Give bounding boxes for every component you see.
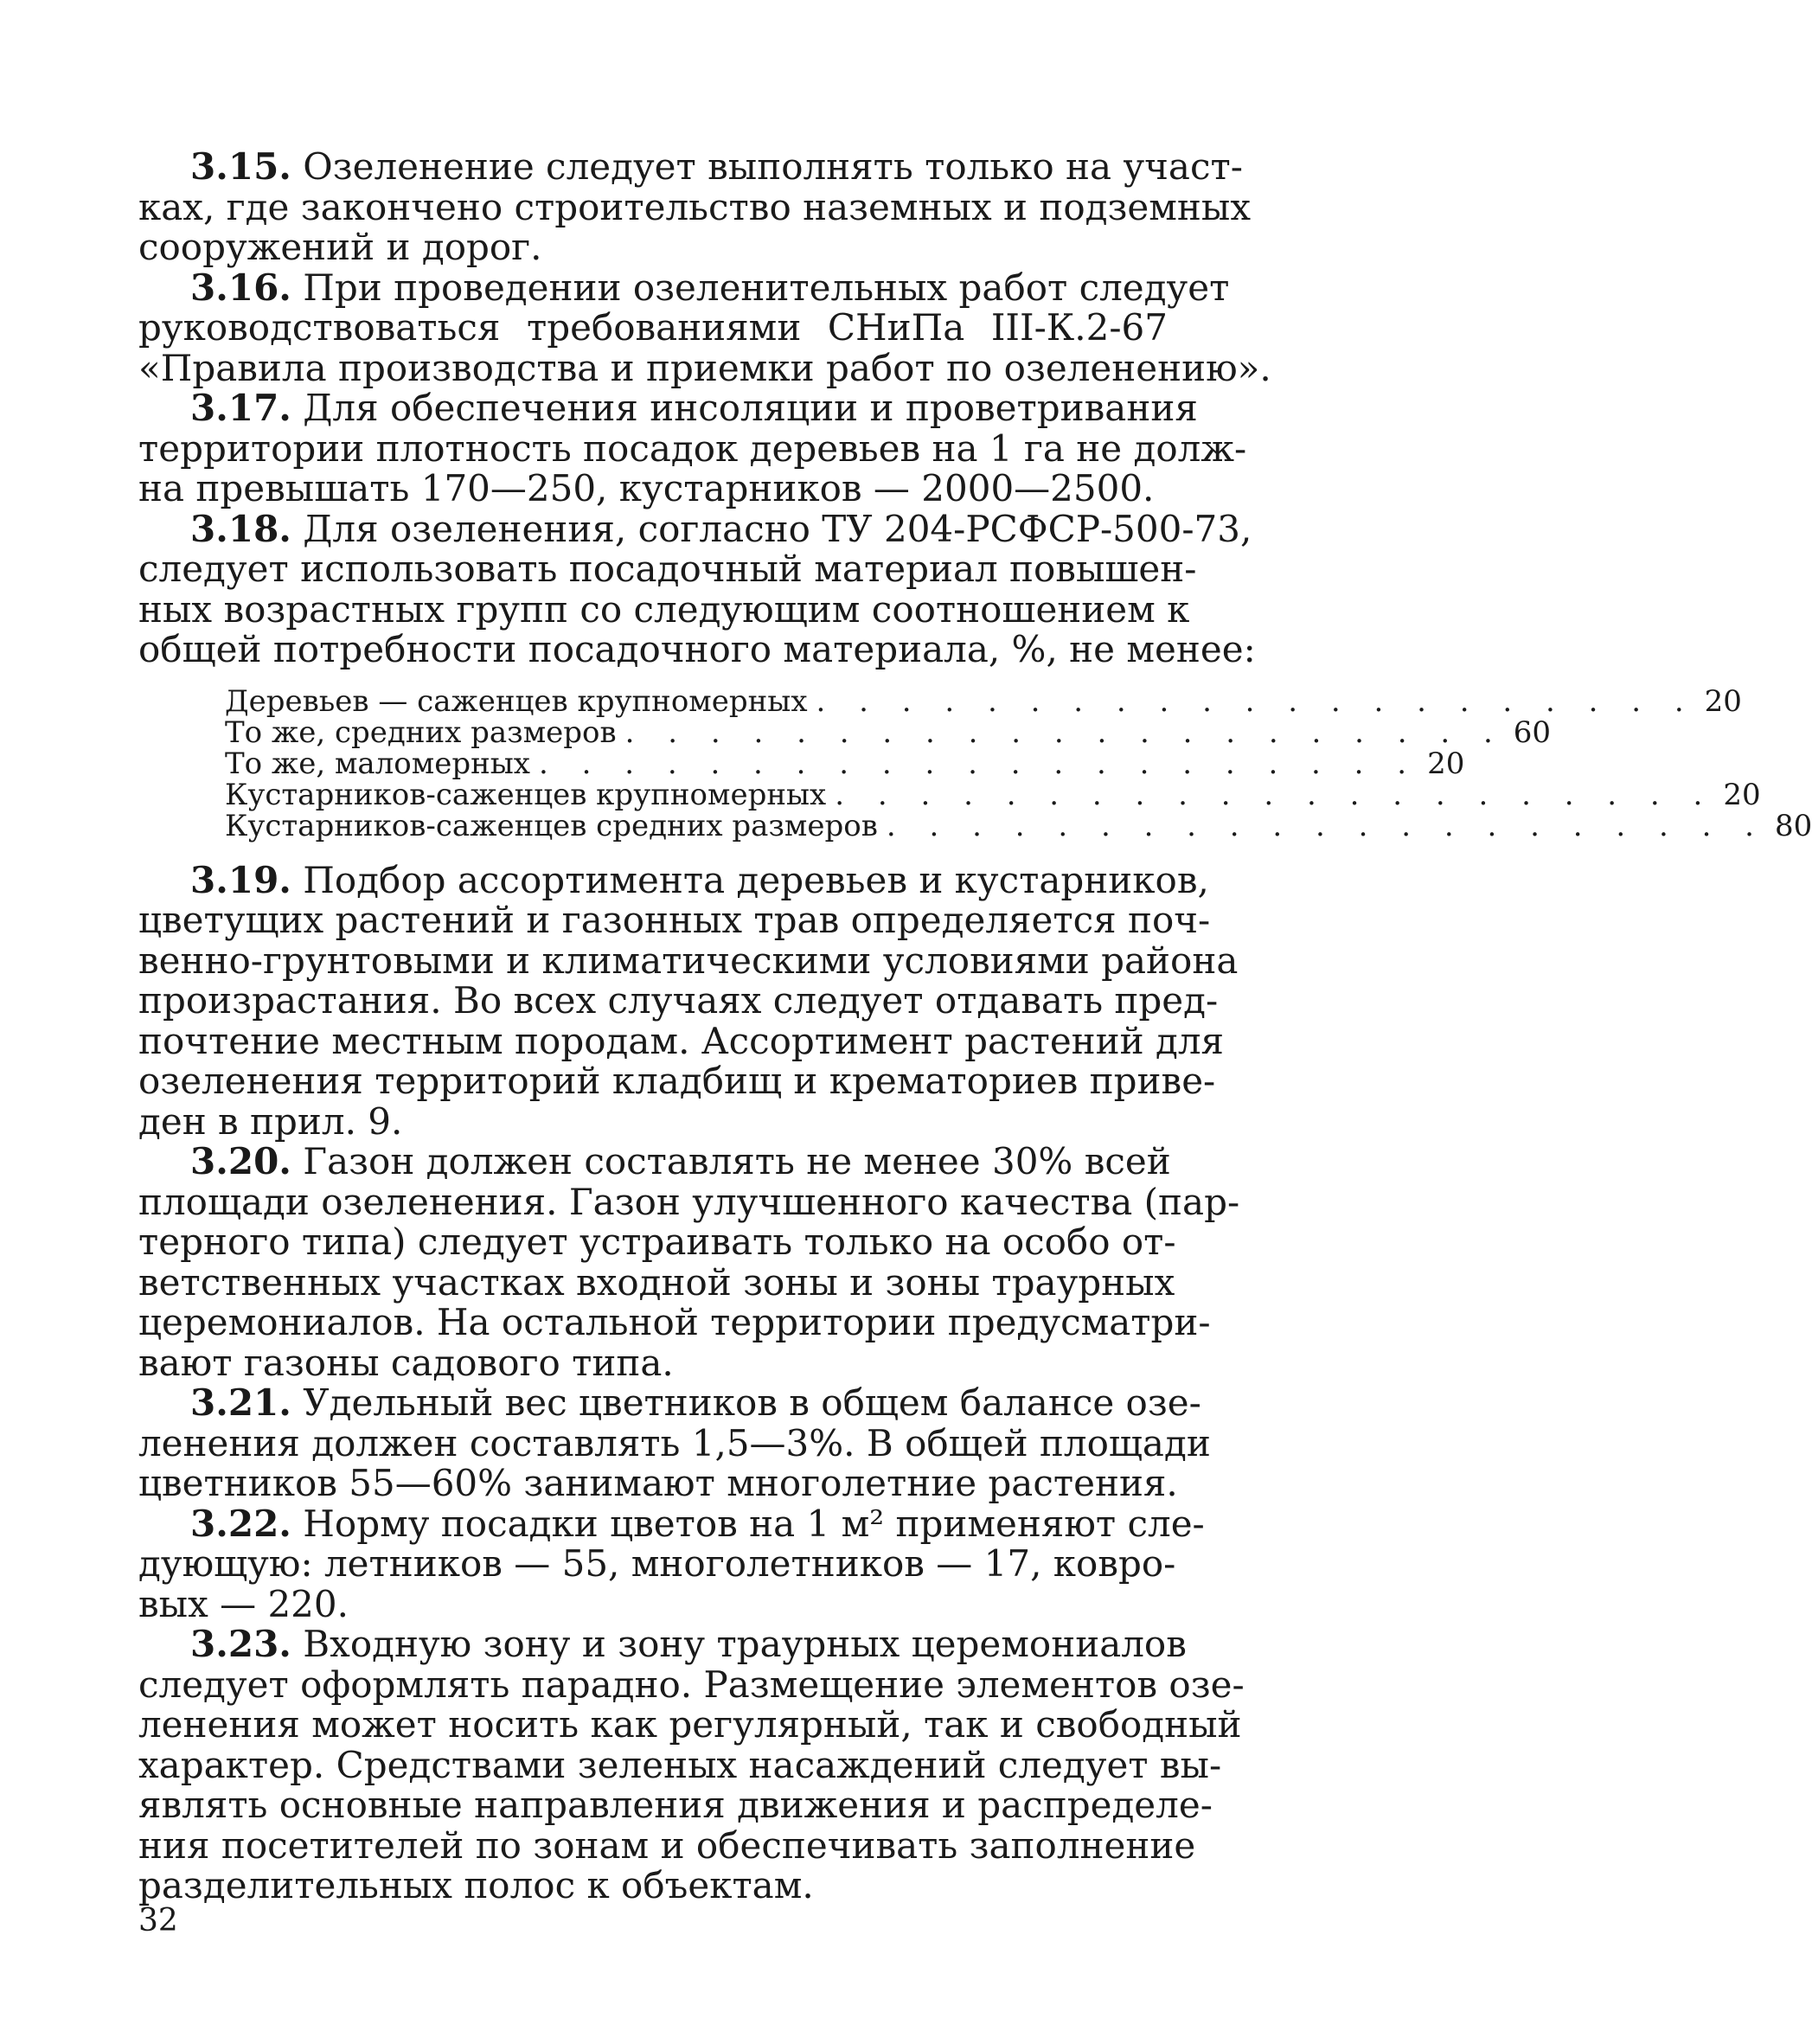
text-line [138,1221,1176,1263]
text-line [138,266,1230,309]
line-text: следует оформлять парадно. Размещение элементов озе- [138,1663,1245,1706]
text-line [138,979,1219,1022]
line-text: характер. Средствами зеленых насаждений следует вы- [138,1743,1222,1786]
text-line [138,1019,1225,1062]
text-line [138,469,1168,509]
line-text: руководствоваться требованиями СНиПа III-К.2-67 [138,306,1168,349]
text-line [138,548,1197,590]
section-number: 3.22. [190,1502,291,1545]
page-number: 32 [138,1903,178,1938]
text-line [138,1502,1205,1545]
section-number: 3.21. [190,1381,291,1424]
section-number: 3.20. [190,1140,291,1182]
table-row [225,746,1465,781]
text-line [138,507,1252,550]
table-row [225,808,1812,843]
line-text: ленения может носить как регулярный, так и свободный [138,1703,1242,1746]
section-number: 3.15. [190,145,291,188]
row-value: 60 [1513,714,1552,750]
line-text: Норму посадки цветов на 1 м² применяют сле- [303,1502,1205,1545]
line-text: Озеленение следует выполнять только на участ- [303,145,1243,188]
dot-leader: . . . . . . . . . . . . . . . . . . . . . [835,777,1715,812]
text-line [138,426,1247,470]
section-number: 3.19. [190,858,291,901]
text-line [138,1140,1171,1182]
text-line [138,308,1168,349]
row-value: 20 [1704,683,1742,719]
text-line [138,185,1252,228]
line-text: ветственных участках входной зоны и зоны траурных [138,1260,1175,1304]
line-text: Входную зону и зону траурных церемониалов [303,1623,1187,1665]
text-line [138,1301,1211,1343]
dot-leader: . . . . . . . . . . . . . . . . . . . . . [816,683,1696,719]
dot-leader: . . . . . . . . . . . . . . . . . . . . . [624,714,1505,750]
text-line [138,227,1168,268]
paragraph-3.18 [138,507,1256,670]
line-text: общей потребности посадочного материала, %, не менее: [138,628,1256,670]
row-value: 20 [1427,746,1465,781]
text-line [138,1099,1168,1143]
line-text: цветущих растений и газонных трав определяется поч- [138,899,1211,941]
text-line [138,346,1271,389]
line-text: на превышать 170—250, кустарников — 2000—2500. [138,467,1155,509]
line-text: вых — 220. [138,1582,349,1625]
paragraph-3.20 [138,1140,1240,1384]
line-text: При проведении озеленительных работ следует [303,266,1230,309]
line-text: ния посетителей по зонам и обеспечивать заполнение [138,1823,1196,1867]
section-number: 3.16. [190,266,291,309]
text-line [138,1582,1168,1625]
line-text: ден в прил. 9. [138,1099,403,1143]
line-text: ных возрастных групп со следующим соотношением к [138,587,1190,631]
paragraph-3.19 [138,858,1239,1143]
table-row [225,777,1761,812]
line-text: озеленения территорий кладбищ и крематориев приве- [138,1060,1216,1102]
row-value: 20 [1723,777,1761,812]
text-line [138,1703,1242,1746]
table-row [225,714,1552,750]
paragraph-3.23 [138,1623,1245,1906]
text-line [138,1462,1178,1504]
text-line [138,387,1198,429]
text-line [138,899,1211,941]
section-number: 3.23. [190,1623,291,1665]
line-text: площади озеленения. Газон улучшенного качества (пар- [138,1180,1240,1223]
planting-ratio-table [225,683,1812,843]
text-line [138,1180,1240,1223]
text-line [138,628,1256,670]
row-value: 80 [1775,808,1812,843]
line-text: являть основные направления движения и распределе- [138,1784,1213,1826]
line-text: Удельный вес цветников в общем балансе озе- [303,1381,1201,1424]
line-text: Для озеленения, согласно ТУ 204-РСФСР-500-73, [303,507,1252,550]
line-text: сооружений и дорог. [138,226,542,268]
text-line [138,1663,1245,1706]
line-text: Газон должен составлять не менее 30% всей [303,1140,1171,1182]
text-line [138,1743,1222,1786]
text-line [138,1343,1168,1384]
line-text: венно-грунтовыми и климатическими условиями района [138,939,1239,982]
line-text: дующую: летников — 55, многолетников — 17, ковро- [138,1542,1176,1585]
text-line [138,1060,1216,1102]
paragraph-3.21 [138,1381,1211,1504]
row-label: То же, маломерных [225,746,530,781]
line-text: Подбор ассортимента деревьев и кустарников, [303,858,1209,901]
text-line [138,1381,1201,1424]
row-label: То же, средних размеров [225,714,617,750]
row-label: Кустарников-саженцев средних размеров [225,808,878,843]
line-text: вают газоны садового типа. [138,1341,674,1384]
row-label: Кустарников-саженцев крупномерных [225,777,827,812]
paragraph-3.15 [138,145,1252,268]
text-line [138,145,1243,188]
text-line [138,1623,1187,1665]
line-text: следует использовать посадочный материал повышен- [138,548,1197,590]
text-line [138,1260,1175,1304]
line-text: Для обеспечения инсоляции и проветривания [303,387,1198,429]
text-line [138,1784,1213,1826]
text-line [138,1542,1176,1585]
dot-leader: . . . . . . . . . . . . . . . . . . . . . [538,746,1419,781]
table-row [225,683,1742,719]
paragraph-3.16 [138,266,1271,389]
line-text: церемониалов. На остальной территории предусматри- [138,1301,1211,1343]
text-line [138,1823,1196,1867]
section-number: 3.18. [190,507,291,550]
dot-leader: . . . . . . . . . . . . . . . . . . . . . [886,808,1766,843]
line-text: разделительных полос к объектам. [138,1864,814,1906]
text-line [138,587,1190,631]
text-line [138,1421,1211,1464]
line-text: «Правила производства и приемки работ по озеленению». [138,346,1271,389]
body-text [138,145,1812,1906]
line-text: произрастания. Во всех случаях следует отдавать пред- [138,979,1219,1022]
line-text: территории плотность посадок деревьев на 1 га не долж- [138,426,1247,470]
paragraph-3.22 [138,1502,1205,1625]
text-line [138,1866,1168,1906]
line-text: терного типа) следует устраивать только на особо от- [138,1221,1176,1263]
line-text: почтение местным породам. Ассортимент растений для [138,1019,1225,1062]
section-number: 3.17. [190,387,291,429]
line-text: ленения должен составлять 1,5—3%. В общей площади [138,1421,1211,1464]
text-line [138,858,1209,901]
paragraph-3.17 [138,387,1247,509]
row-label: Деревьев — саженцев крупномерных [225,683,808,719]
text-line [138,939,1239,982]
line-text: цветников 55—60% занимают многолетние растения. [138,1462,1178,1504]
line-text: ках, где закончено строительство наземных и подземных [138,185,1252,228]
